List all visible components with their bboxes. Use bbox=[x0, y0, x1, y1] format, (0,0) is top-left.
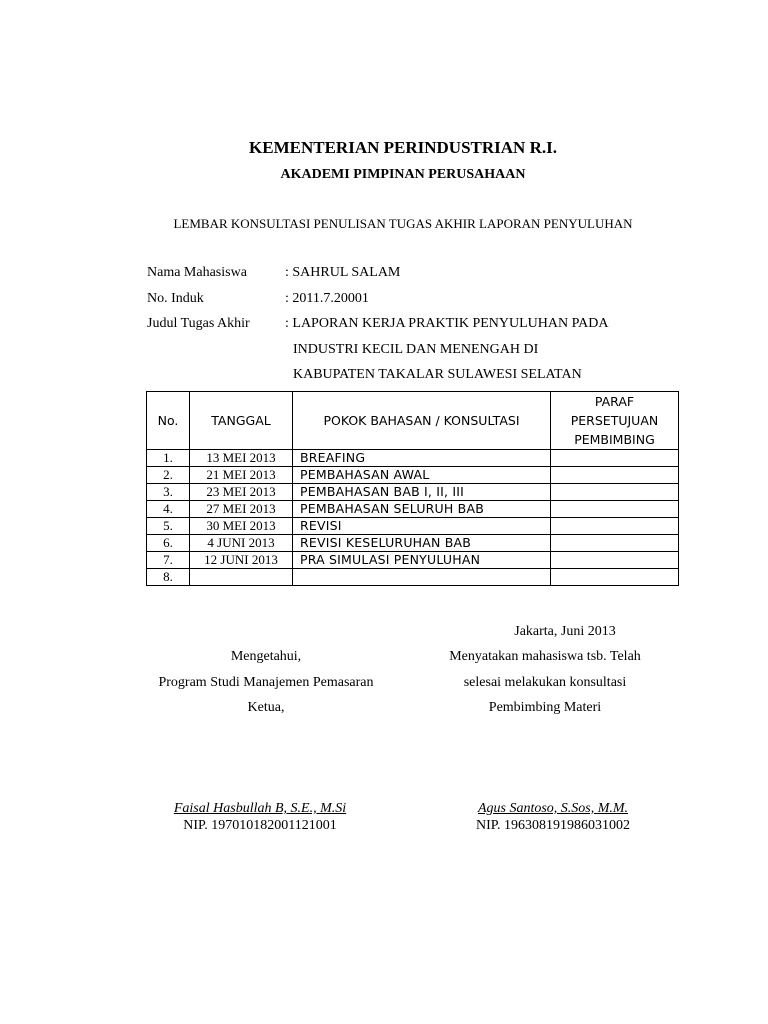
cell-no: 5. bbox=[147, 518, 190, 535]
table-row bbox=[147, 535, 679, 552]
header-date: TANGGAL bbox=[190, 392, 293, 450]
table-row bbox=[147, 450, 679, 467]
form-title: LEMBAR KONSULTASI PENULISAN TUGAS AKHIR LAPORAN PENYULUHAN bbox=[173, 216, 633, 231]
cell-topic: REVISI KESELURUHAN BAB bbox=[293, 535, 551, 552]
consultation-table bbox=[146, 391, 679, 586]
name-value: : SAHRUL SALAM bbox=[285, 265, 401, 280]
cell-paraf bbox=[551, 518, 679, 535]
cell-date: 4 JUNI 2013 bbox=[190, 535, 293, 552]
cell-topic: BREAFING bbox=[293, 450, 551, 467]
table-row bbox=[147, 569, 679, 586]
cell-no: 6. bbox=[147, 535, 190, 552]
cell-no: 3. bbox=[147, 484, 190, 501]
left-sign-line-2: Program Studi Manajemen Pemasaran bbox=[158, 675, 374, 690]
cell-topic: PEMBAHASAN SELURUH BAB bbox=[293, 501, 551, 518]
cell-paraf bbox=[551, 552, 679, 569]
cell-no: 4. bbox=[147, 501, 190, 518]
name-label: Nama Mahasiswa bbox=[147, 265, 247, 280]
right-signer-nip: NIP. 196308191986031002 bbox=[475, 818, 630, 833]
cell-date: 13 MEI 2013 bbox=[190, 450, 293, 467]
header-topic: POKOK BAHASAN / KONSULTASI bbox=[293, 392, 551, 450]
cell-date: 12 JUNI 2013 bbox=[190, 552, 293, 569]
right-signer-name: Agus Santoso, S.Sos, M.M. bbox=[477, 801, 629, 816]
cell-date: 30 MEI 2013 bbox=[190, 518, 293, 535]
cell-no: 7. bbox=[147, 552, 190, 569]
left-sign-line-1: Mengetahui, bbox=[230, 649, 302, 664]
id-label: No. Induk bbox=[147, 291, 204, 306]
cell-date: 21 MEI 2013 bbox=[190, 467, 293, 484]
cell-paraf bbox=[551, 484, 679, 501]
cell-paraf bbox=[551, 467, 679, 484]
table-row bbox=[147, 467, 679, 484]
cell-paraf bbox=[551, 450, 679, 467]
cell-date bbox=[190, 569, 293, 586]
cell-topic bbox=[293, 569, 551, 586]
table-row bbox=[147, 501, 679, 518]
place-date: Jakarta, Juni 2013 bbox=[514, 624, 616, 639]
right-sign-line-1: Menyatakan mahasiswa tsb. Telah bbox=[449, 649, 641, 664]
ministry-title: KEMENTERIAN PERINDUSTRIAN R.I. bbox=[249, 138, 557, 157]
thesis-line-3: KABUPATEN TAKALAR SULAWESI SELATAN bbox=[293, 367, 582, 382]
table-row bbox=[147, 518, 679, 535]
cell-paraf bbox=[551, 535, 679, 552]
cell-paraf bbox=[551, 569, 679, 586]
table-row bbox=[147, 484, 679, 501]
table-header-row bbox=[147, 392, 679, 450]
thesis-label: Judul Tugas Akhir bbox=[147, 316, 250, 331]
left-signer-nip: NIP. 197010182001121001 bbox=[183, 818, 337, 833]
cell-topic: PEMBAHASAN BAB I, II, III bbox=[293, 484, 551, 501]
right-sign-line-3: Pembimbing Materi bbox=[488, 700, 602, 715]
cell-date: 27 MEI 2013 bbox=[190, 501, 293, 518]
cell-topic: PRA SIMULASI PENYULUHAN bbox=[293, 552, 551, 569]
cell-topic: REVISI bbox=[293, 518, 551, 535]
right-sign-line-2: selesai melakukan konsultasi bbox=[463, 675, 627, 690]
cell-paraf bbox=[551, 501, 679, 518]
cell-no: 2. bbox=[147, 467, 190, 484]
cell-topic: PEMBAHASAN AWAL bbox=[293, 467, 551, 484]
thesis-line-2: INDUSTRI KECIL DAN MENENGAH DI bbox=[293, 342, 539, 357]
left-signer-name: Faisal Hasbullah B, S.E., M.Si bbox=[173, 801, 347, 816]
cell-date: 23 MEI 2013 bbox=[190, 484, 293, 501]
header-no: No. bbox=[147, 392, 190, 450]
header-paraf bbox=[551, 392, 679, 450]
header-paraf-line-2: PERSETUJUAN bbox=[570, 413, 659, 428]
header-paraf-line-1: PARAF bbox=[594, 394, 635, 409]
academy-title: AKADEMI PIMPINAN PERUSAHAAN bbox=[280, 167, 526, 182]
cell-no: 8. bbox=[147, 569, 190, 586]
header-paraf-line-3: PEMBIMBING bbox=[574, 432, 655, 447]
thesis-line-1: : LAPORAN KERJA PRAKTIK PENYULUHAN PADA bbox=[285, 316, 609, 331]
id-value: : 2011.7.20001 bbox=[285, 291, 369, 306]
cell-no: 1. bbox=[147, 450, 190, 467]
table-row bbox=[147, 552, 679, 569]
left-sign-line-3: Ketua, bbox=[247, 700, 285, 715]
